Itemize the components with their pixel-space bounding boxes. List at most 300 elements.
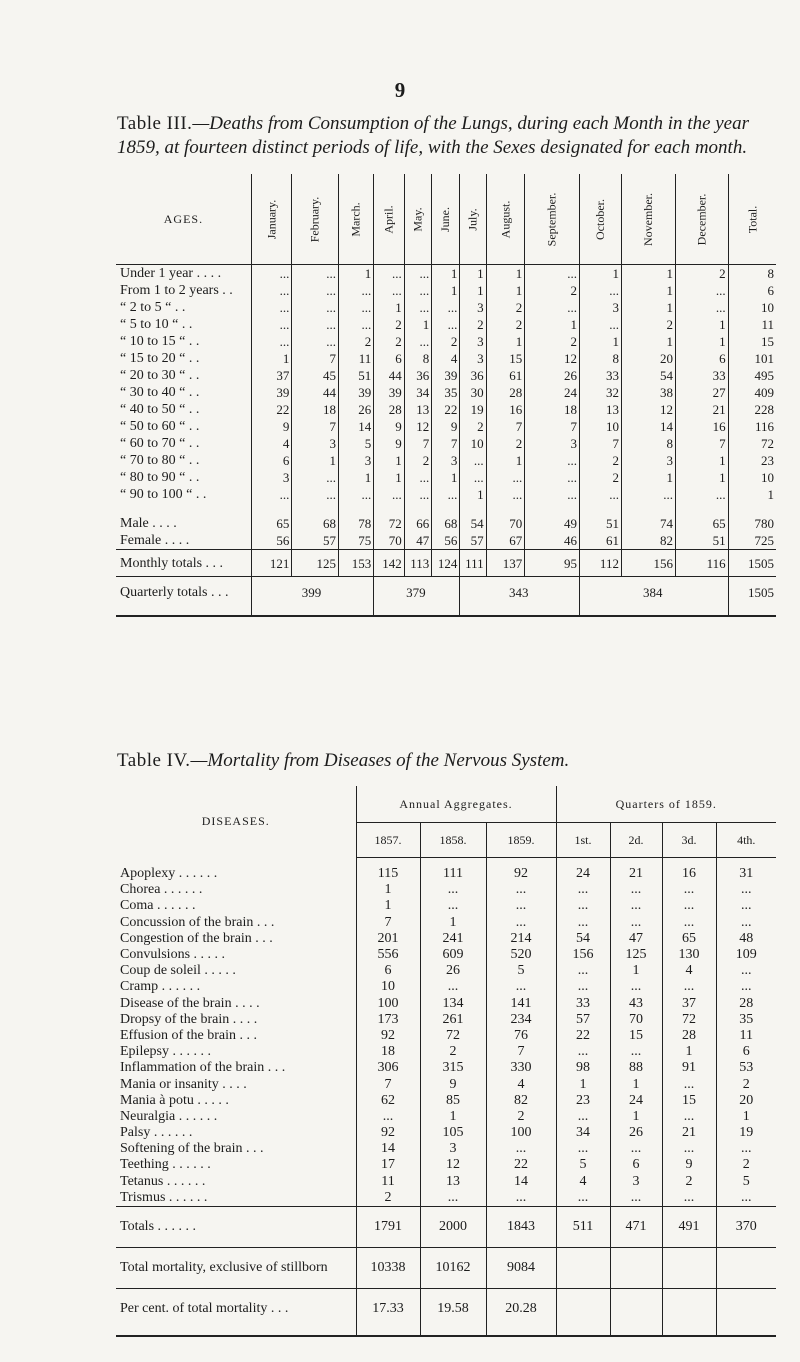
disease-label: Teething . . . . . .	[120, 1157, 211, 1173]
data-cell: 1	[675, 333, 728, 350]
data-cell: 1	[579, 265, 621, 283]
year-header: 1859.	[486, 823, 556, 858]
data-cell: ...	[338, 282, 373, 299]
data-cell: 1	[662, 1044, 716, 1060]
data-cell: 24	[556, 858, 610, 883]
data-cell: 2	[525, 333, 580, 350]
data-cell: 134	[420, 996, 486, 1012]
row-label: Male . . . .	[120, 516, 177, 531]
data-cell: ...	[374, 265, 404, 283]
data-cell: 7	[432, 435, 460, 452]
month-header-label: April.	[381, 205, 396, 234]
data-cell: 10	[356, 979, 420, 995]
data-cell: 15	[610, 1028, 662, 1044]
data-cell: 1	[486, 452, 525, 469]
data-cell: 4	[486, 1076, 556, 1092]
data-cell: 7	[579, 435, 621, 452]
spacer-cell	[432, 503, 460, 515]
data-cell: 34	[556, 1125, 610, 1141]
data-cell: 1	[374, 469, 404, 486]
data-cell: 2	[621, 316, 675, 333]
total-cell: 10	[728, 299, 776, 316]
spacer-cell	[251, 503, 292, 515]
disease-row	[116, 1093, 776, 1109]
data-cell: 68	[432, 515, 460, 532]
data-cell: 3	[460, 350, 486, 367]
total-cell: 23	[728, 452, 776, 469]
data-cell: 57	[292, 532, 339, 550]
spacer-cell	[662, 1329, 716, 1336]
data-cell: ...	[251, 299, 292, 316]
data-cell: 4	[556, 1174, 610, 1190]
data-cell: ...	[292, 299, 339, 316]
table-end-row	[116, 607, 776, 616]
data-cell: 7	[356, 915, 420, 931]
data-cell: ...	[525, 265, 580, 283]
data-cell: 92	[356, 1125, 420, 1141]
spacer-cell	[556, 1329, 610, 1336]
data-cell: 1	[610, 1109, 662, 1125]
data-cell: ...	[662, 898, 716, 914]
data-cell: 92	[356, 1028, 420, 1044]
disease-label: Cramp . . . . . .	[120, 979, 201, 995]
data-cell: ...	[579, 282, 621, 299]
data-cell: 57	[556, 1012, 610, 1028]
row-label: “ 10 to 15 “ . .	[120, 334, 200, 349]
data-cell: 2	[486, 435, 525, 452]
data-cell: 3	[621, 452, 675, 469]
spacer-cell	[404, 503, 432, 515]
spacer-cell	[621, 503, 675, 515]
quarter-header: 4th.	[716, 823, 776, 858]
data-cell: 72	[374, 515, 404, 532]
disease-row	[116, 1174, 776, 1190]
data-cell: 1	[374, 299, 404, 316]
data-cell: 1	[610, 963, 662, 979]
spacer-cell	[675, 503, 728, 515]
data-cell: 105	[420, 1125, 486, 1141]
row-label: Under 1 year . . . .	[120, 266, 222, 281]
data-cell: ...	[486, 486, 525, 503]
month-header-label: March.	[348, 202, 363, 237]
data-cell: 241	[420, 931, 486, 947]
data-cell: 2	[579, 469, 621, 486]
data-cell: 12	[621, 401, 675, 418]
data-cell: 156	[556, 947, 610, 963]
data-cell: ...	[610, 979, 662, 995]
data-cell: 26	[525, 367, 580, 384]
data-cell: ...	[662, 1141, 716, 1157]
data-cell: 2	[374, 333, 404, 350]
data-cell: 7	[675, 435, 728, 452]
quarter-header: 1st.	[556, 823, 610, 858]
data-cell: 78	[338, 515, 373, 532]
disease-label: Chorea . . . . . .	[120, 882, 203, 898]
spacer-cell	[525, 503, 580, 515]
data-cell: 2	[420, 1044, 486, 1060]
data-cell: ...	[579, 316, 621, 333]
data-cell: ...	[420, 898, 486, 914]
data-cell: ...	[525, 452, 580, 469]
data-cell: 8	[579, 350, 621, 367]
data-cell: ...	[338, 316, 373, 333]
data-cell: 113	[404, 550, 432, 577]
total-cell: 10	[728, 469, 776, 486]
data-cell: ...	[404, 265, 432, 283]
data-cell: 4	[432, 350, 460, 367]
total-cell: 1505	[728, 577, 776, 608]
data-cell: 3	[610, 1174, 662, 1190]
data-cell: 556	[356, 947, 420, 963]
row-label: “ 30 to 40 “ . .	[120, 385, 200, 400]
spacer-cell	[460, 607, 580, 616]
row-label: Quarterly totals . . .	[116, 577, 251, 608]
data-cell: 1	[374, 452, 404, 469]
data-cell: ...	[662, 979, 716, 995]
data-cell: 14	[356, 1141, 420, 1157]
month-header-label: February.	[307, 196, 322, 243]
total-cell: 116	[728, 418, 776, 435]
data-cell: 17	[356, 1157, 420, 1173]
age-row	[116, 384, 776, 401]
data-cell: ...	[716, 898, 776, 914]
data-cell: 21	[675, 401, 728, 418]
spacer-cell	[420, 1329, 486, 1336]
data-cell: 18	[525, 401, 580, 418]
table-end-row	[116, 1329, 776, 1336]
data-cell: 1	[460, 265, 486, 283]
table3-body	[116, 265, 776, 617]
data-cell: 37	[662, 996, 716, 1012]
quarter-total-cell: 379	[374, 577, 460, 608]
total-cell: 780	[728, 515, 776, 532]
data-cell: 47	[404, 532, 432, 550]
spacer-cell	[460, 503, 486, 515]
disease-row	[116, 947, 776, 963]
data-cell: 72	[420, 1028, 486, 1044]
spacer-cell	[338, 503, 373, 515]
quarters-header: Quarters of 1859.	[556, 786, 776, 823]
data-cell: 100	[486, 1125, 556, 1141]
data-cell: ...	[716, 1141, 776, 1157]
data-cell: ...	[525, 469, 580, 486]
data-cell: ...	[338, 486, 373, 503]
diseases-header: DISEASES.	[201, 814, 270, 829]
total-cell: 72	[728, 435, 776, 452]
data-cell: 370	[716, 1206, 776, 1247]
row-label: Per cent. of total mortality . . .	[116, 1288, 356, 1329]
data-cell: 3	[338, 452, 373, 469]
age-row	[116, 435, 776, 452]
data-cell: 511	[556, 1206, 610, 1247]
data-cell: 2	[662, 1174, 716, 1190]
data-cell: 2	[486, 299, 525, 316]
data-cell: 1	[432, 265, 460, 283]
data-cell: 28	[662, 1028, 716, 1044]
data-cell: 4	[662, 963, 716, 979]
month-header-label: October.	[592, 199, 607, 240]
data-cell: 6	[675, 350, 728, 367]
blank-cell	[662, 1247, 716, 1288]
data-cell: 76	[486, 1028, 556, 1044]
data-cell: 1	[338, 469, 373, 486]
data-cell: 1	[420, 915, 486, 931]
data-cell: 6	[610, 1157, 662, 1173]
disease-label: Trismus . . . . . .	[120, 1189, 208, 1205]
monthly-totals-row	[116, 550, 776, 577]
table4-body	[116, 858, 776, 1336]
data-cell: 330	[486, 1060, 556, 1076]
table3-title	[117, 112, 757, 160]
data-cell: ...	[338, 299, 373, 316]
row-label: “ 90 to 100 “ . .	[120, 487, 207, 502]
data-cell: 1	[460, 486, 486, 503]
disease-label: Concussion of the brain . . .	[120, 914, 275, 930]
data-cell: ...	[404, 333, 432, 350]
table4-label: Table IV.	[117, 750, 191, 771]
table3-label: Table III.	[117, 113, 193, 134]
data-cell: ...	[486, 1190, 556, 1207]
data-cell: 153	[338, 550, 373, 577]
data-cell: 51	[675, 532, 728, 550]
month-header	[525, 174, 580, 265]
data-cell: 33	[579, 367, 621, 384]
data-cell: 1	[621, 282, 675, 299]
data-cell: ...	[556, 898, 610, 914]
month-header-label: June.	[438, 207, 453, 232]
data-cell: 1	[460, 282, 486, 299]
data-cell: 142	[374, 550, 404, 577]
data-cell: 1	[292, 452, 339, 469]
data-cell: 21	[610, 858, 662, 883]
month-header-label: December.	[694, 193, 709, 246]
data-cell: 7	[292, 350, 339, 367]
data-cell: 137	[486, 550, 525, 577]
data-cell: ...	[662, 915, 716, 931]
data-cell: 11	[338, 350, 373, 367]
data-cell: ...	[556, 979, 610, 995]
data-cell: ...	[404, 469, 432, 486]
data-cell: 56	[432, 532, 460, 550]
disease-label: Congestion of the brain . . .	[120, 930, 273, 946]
data-cell: ...	[251, 265, 292, 283]
data-cell: 16	[662, 858, 716, 883]
spacer-cell	[292, 503, 339, 515]
data-cell: ...	[251, 486, 292, 503]
data-cell: 9	[420, 1076, 486, 1092]
data-cell: 115	[356, 858, 420, 883]
data-cell: ...	[460, 469, 486, 486]
data-cell: ...	[525, 299, 580, 316]
data-cell: 10162	[420, 1247, 486, 1288]
data-cell: 61	[486, 367, 525, 384]
disease-label: Disease of the brain . . . .	[120, 995, 260, 1011]
table4-nervous-diseases	[116, 786, 776, 1337]
data-cell: 32	[579, 384, 621, 401]
spacer-row	[116, 503, 776, 515]
data-cell: 20.28	[486, 1288, 556, 1329]
month-header	[292, 174, 339, 265]
data-cell: 5	[338, 435, 373, 452]
data-cell: 201	[356, 931, 420, 947]
data-cell: 14	[486, 1174, 556, 1190]
data-cell: 111	[420, 858, 486, 883]
data-cell: 20	[621, 350, 675, 367]
month-header-label: September.	[544, 192, 559, 247]
data-cell: 92	[486, 858, 556, 883]
data-cell: 173	[356, 1012, 420, 1028]
total-cell: 11	[728, 316, 776, 333]
data-cell: 1	[675, 469, 728, 486]
data-cell: ...	[432, 316, 460, 333]
data-cell: 65	[662, 931, 716, 947]
data-cell: ...	[292, 333, 339, 350]
data-cell: 46	[525, 532, 580, 550]
data-cell: 7	[292, 418, 339, 435]
data-cell: 8	[621, 435, 675, 452]
disease-label: Coup de soleil . . . . .	[120, 963, 236, 979]
data-cell: 20	[716, 1093, 776, 1109]
row-label: “ 15 to 20 “ . .	[120, 351, 200, 366]
disease-label: Palsy . . . . . .	[120, 1125, 193, 1141]
month-header	[579, 174, 621, 265]
disease-row	[116, 1157, 776, 1173]
disease-row	[116, 1028, 776, 1044]
disease-row	[116, 979, 776, 995]
data-cell: 315	[420, 1060, 486, 1076]
disease-row	[116, 1060, 776, 1076]
data-cell: 61	[579, 532, 621, 550]
data-cell: ...	[556, 1190, 610, 1207]
disease-label: Mania or insanity . . . .	[120, 1076, 247, 1092]
data-cell: 27	[675, 384, 728, 401]
data-cell: 56	[251, 532, 292, 550]
row-label: Total mortality, exclusive of stillborn	[116, 1247, 356, 1288]
total-cell: 409	[728, 384, 776, 401]
data-cell: 95	[525, 550, 580, 577]
data-cell: 47	[610, 931, 662, 947]
data-cell: 14	[338, 418, 373, 435]
data-cell: 3	[251, 469, 292, 486]
data-cell: 1	[486, 282, 525, 299]
data-cell: 22	[486, 1157, 556, 1173]
data-cell: 2	[486, 316, 525, 333]
data-cell: 1	[404, 316, 432, 333]
data-cell: 18	[356, 1044, 420, 1060]
data-cell: ...	[579, 486, 621, 503]
age-row	[116, 265, 776, 283]
data-cell: 12	[404, 418, 432, 435]
data-cell: 13	[420, 1174, 486, 1190]
data-cell: 471	[610, 1206, 662, 1247]
data-cell: ...	[610, 1044, 662, 1060]
disease-label: Tetanus . . . . . .	[120, 1173, 206, 1189]
data-cell: 6	[251, 452, 292, 469]
quarterly-totals-row	[116, 577, 776, 608]
spacer-cell	[486, 1329, 556, 1336]
data-cell: 1791	[356, 1206, 420, 1247]
data-cell: ...	[292, 265, 339, 283]
page-number: 9	[394, 78, 406, 102]
data-cell: 4	[251, 435, 292, 452]
total-cell: 1505	[728, 550, 776, 577]
data-cell: 125	[610, 947, 662, 963]
data-cell: 22	[432, 401, 460, 418]
data-cell: 10	[460, 435, 486, 452]
disease-row	[116, 996, 776, 1012]
data-cell: 1	[621, 469, 675, 486]
data-cell: ...	[432, 299, 460, 316]
month-header	[338, 174, 373, 265]
disease-row	[116, 1012, 776, 1028]
data-cell: ...	[556, 1044, 610, 1060]
data-cell: 1	[579, 333, 621, 350]
data-cell: ...	[662, 1076, 716, 1092]
data-cell: 28	[486, 384, 525, 401]
data-cell: 57	[460, 532, 486, 550]
data-cell: 1	[432, 282, 460, 299]
spacer-cell	[356, 1329, 420, 1336]
data-cell: 34	[404, 384, 432, 401]
data-cell: 68	[292, 515, 339, 532]
blank-cell	[716, 1288, 776, 1329]
data-cell: 53	[716, 1060, 776, 1076]
disease-label: Mania à potu . . . . .	[120, 1092, 229, 1108]
data-cell: 51	[338, 367, 373, 384]
disease-row	[116, 931, 776, 947]
blank-cell	[610, 1247, 662, 1288]
month-header-label: January.	[264, 199, 279, 240]
data-cell: 65	[251, 515, 292, 532]
data-cell: 1	[621, 299, 675, 316]
month-header	[728, 174, 776, 265]
spacer-cell	[116, 503, 251, 515]
data-cell: 17.33	[356, 1288, 420, 1329]
total-cell: 228	[728, 401, 776, 418]
data-cell: 1	[525, 316, 580, 333]
data-cell: 2	[338, 333, 373, 350]
data-cell: 10338	[356, 1247, 420, 1288]
data-cell: ...	[486, 882, 556, 898]
data-cell: ...	[675, 299, 728, 316]
month-header-label: May.	[410, 207, 425, 232]
data-cell: 124	[432, 550, 460, 577]
data-cell: 109	[716, 947, 776, 963]
data-cell: ...	[556, 1141, 610, 1157]
data-cell: 1843	[486, 1206, 556, 1247]
data-cell: ...	[420, 882, 486, 898]
row-label: “ 80 to 90 “ . .	[120, 470, 200, 485]
data-cell: ...	[374, 282, 404, 299]
data-cell: ...	[716, 979, 776, 995]
disease-row	[116, 1141, 776, 1157]
spacer-cell	[374, 607, 460, 616]
year-header: 1858.	[420, 823, 486, 858]
data-cell: 7	[525, 418, 580, 435]
data-cell: 13	[579, 401, 621, 418]
row-label: Female . . . .	[120, 533, 190, 548]
quarter-header: 2d.	[610, 823, 662, 858]
data-cell: 7	[404, 435, 432, 452]
spacer-cell	[728, 607, 776, 616]
data-cell: 26	[420, 963, 486, 979]
data-cell: 100	[356, 996, 420, 1012]
data-cell: 15	[662, 1093, 716, 1109]
data-cell: ...	[525, 486, 580, 503]
month-header	[251, 174, 292, 265]
spacer-cell	[728, 503, 776, 515]
disease-label: Epilepsy . . . . . .	[120, 1044, 211, 1060]
